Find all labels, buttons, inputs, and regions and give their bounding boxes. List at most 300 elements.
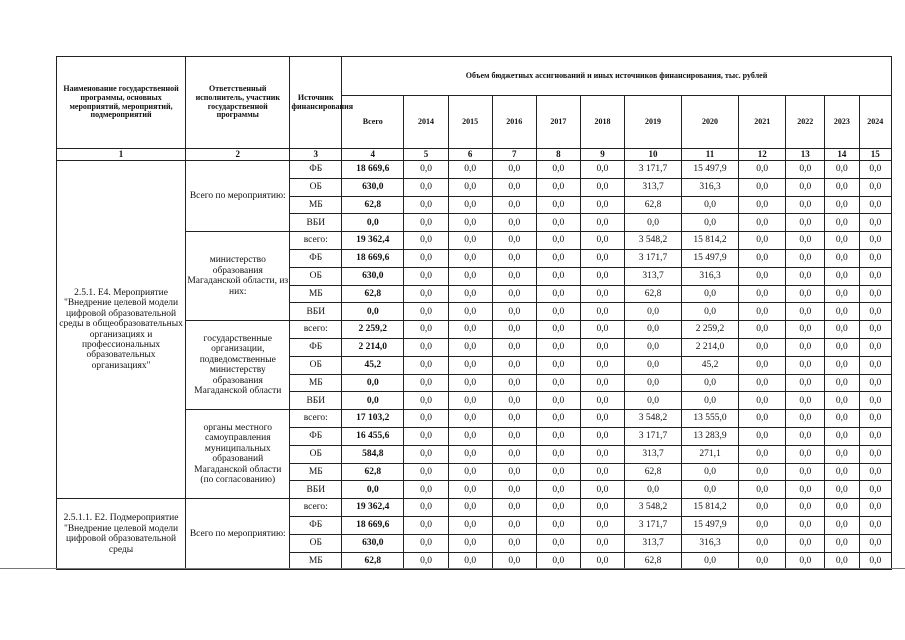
year-value: 0,0 [739,214,786,232]
year-value: 0,0 [536,214,580,232]
year-value: 0,0 [739,232,786,250]
year-value: 316,3 [682,178,739,196]
year-value: 313,7 [625,267,682,285]
year-value: 0,0 [580,285,624,303]
activity-name: 2.5.1.1. Е2. Подмероприятие "Внедрение целевой модели цифровой образовательной среды [57,499,186,570]
year-value: 0,0 [859,374,891,392]
year-value: 0,0 [739,285,786,303]
year-value: 0,0 [580,178,624,196]
year-value: 0,0 [492,214,536,232]
year-value: 0,0 [859,249,891,267]
year-value: 0,0 [859,267,891,285]
year-value: 0,0 [786,552,825,570]
year-value: 0,0 [580,321,624,339]
funding-source: всего: [290,232,342,250]
year-value: 3 548,2 [625,410,682,428]
year-value: 0,0 [739,321,786,339]
year-value: 0,0 [825,463,859,481]
year-value: 2 259,2 [682,321,739,339]
column-number: 8 [536,149,580,161]
year-value: 0,0 [580,214,624,232]
year-value: 0,0 [786,196,825,214]
year-value: 0,0 [404,516,448,534]
funding-source: ОБ [290,356,342,374]
year-value: 0,0 [448,445,492,463]
year-value: 0,0 [536,499,580,517]
year-value: 3 548,2 [625,499,682,517]
year-value: 0,0 [625,481,682,499]
total-value: 62,8 [342,463,404,481]
year-value: 0,0 [825,178,859,196]
year-value: 0,0 [536,445,580,463]
year-value: 313,7 [625,445,682,463]
year-value: 0,0 [786,161,825,179]
year-value: 0,0 [739,356,786,374]
page-bottom-line [0,568,905,569]
executor-name: Всего по мероприятию: [186,499,290,570]
year-value: 0,0 [859,516,891,534]
year-value: 0,0 [492,303,536,321]
header-year: 2019 [625,96,682,149]
year-value: 0,0 [492,249,536,267]
year-value: 0,0 [492,196,536,214]
year-value: 0,0 [448,552,492,570]
total-value: 630,0 [342,178,404,196]
year-value: 15 497,9 [682,516,739,534]
year-value: 0,0 [786,356,825,374]
year-value: 0,0 [404,445,448,463]
year-value: 3 171,7 [625,249,682,267]
year-value: 0,0 [859,356,891,374]
year-value: 0,0 [536,534,580,552]
executor-name: органы местного самоуправления муниципальных образований Магаданской области (по согласованию) [186,410,290,499]
year-value: 0,0 [448,214,492,232]
year-value: 0,0 [580,481,624,499]
column-number: 10 [625,149,682,161]
year-value: 0,0 [682,303,739,321]
total-value: 0,0 [342,481,404,499]
year-value: 0,0 [492,534,536,552]
funding-source: МБ [290,196,342,214]
year-value: 62,8 [625,285,682,303]
year-value: 0,0 [536,267,580,285]
year-value: 0,0 [825,445,859,463]
total-value: 584,8 [342,445,404,463]
total-value: 0,0 [342,392,404,410]
year-value: 0,0 [536,321,580,339]
year-value: 0,0 [492,178,536,196]
year-value: 0,0 [536,410,580,428]
year-value: 0,0 [825,303,859,321]
year-value: 0,0 [404,356,448,374]
column-number: 4 [342,149,404,161]
year-value: 0,0 [682,463,739,481]
funding-source: ВБИ [290,303,342,321]
year-value: 0,0 [536,427,580,445]
year-value: 0,0 [825,534,859,552]
year-value: 0,0 [536,232,580,250]
header-year: 2015 [448,96,492,149]
year-value: 0,0 [536,374,580,392]
funding-source: МБ [290,552,342,570]
year-value: 0,0 [404,196,448,214]
year-value: 0,0 [492,481,536,499]
column-number: 3 [290,149,342,161]
year-value: 0,0 [786,427,825,445]
year-value: 0,0 [739,445,786,463]
year-value: 313,7 [625,534,682,552]
year-value: 0,0 [404,463,448,481]
column-number: 1 [57,149,186,161]
year-value: 0,0 [404,214,448,232]
year-value: 0,0 [682,392,739,410]
year-value: 0,0 [739,267,786,285]
year-value: 0,0 [825,427,859,445]
column-number: 15 [859,149,891,161]
year-value: 0,0 [536,303,580,321]
year-value: 0,0 [825,249,859,267]
year-value: 0,0 [739,178,786,196]
header-year: 2016 [492,96,536,149]
budget-table [56,56,892,570]
year-value: 0,0 [825,516,859,534]
year-value: 2 214,0 [682,338,739,356]
year-value: 0,0 [825,338,859,356]
year-value: 0,0 [859,285,891,303]
total-value: 18 669,6 [342,161,404,179]
year-value: 62,8 [625,463,682,481]
header-year: 2022 [786,96,825,149]
funding-source: ВБИ [290,392,342,410]
year-value: 0,0 [739,392,786,410]
year-value: 0,0 [448,338,492,356]
total-value: 630,0 [342,267,404,285]
year-value: 0,0 [404,374,448,392]
funding-source: ВБИ [290,481,342,499]
executor-name: государственные организации, подведомственные министерству образования Магаданской области [186,321,290,410]
year-value: 0,0 [786,303,825,321]
year-value: 0,0 [859,214,891,232]
year-value: 0,0 [404,267,448,285]
year-value: 0,0 [859,481,891,499]
year-value: 0,0 [448,392,492,410]
year-value: 0,0 [580,427,624,445]
header-year: 2020 [682,96,739,149]
year-value: 0,0 [448,285,492,303]
year-value: 0,0 [580,196,624,214]
activity-name: 2.5.1. Е4. Мероприятие "Внедрение целевой модели цифровой образовательной среды в общеобразовательных организациях и профессиональных образовательных организациях" [57,161,186,499]
funding-source: ФБ [290,161,342,179]
year-value: 0,0 [580,303,624,321]
year-value: 0,0 [404,249,448,267]
total-value: 0,0 [342,303,404,321]
year-value: 0,0 [536,249,580,267]
year-value: 0,0 [448,249,492,267]
year-value: 0,0 [580,392,624,410]
year-value: 0,0 [739,516,786,534]
header-executor: Ответственный исполнитель, участник государственной программы [186,57,290,149]
column-number: 14 [825,149,859,161]
header-volume: Объем бюджетных ассигнований и иных источников финансирования, тыс. рублей [342,57,892,96]
year-value: 0,0 [825,161,859,179]
year-value: 0,0 [739,374,786,392]
year-value: 0,0 [825,321,859,339]
year-value: 0,0 [739,534,786,552]
year-value: 0,0 [625,338,682,356]
year-value: 0,0 [859,232,891,250]
year-value: 15 497,9 [682,161,739,179]
funding-source: МБ [290,285,342,303]
table-row [57,499,892,517]
year-value: 0,0 [739,303,786,321]
year-value: 0,0 [682,481,739,499]
year-value: 15 814,2 [682,232,739,250]
year-value: 0,0 [825,196,859,214]
year-value: 0,0 [786,374,825,392]
year-value: 0,0 [536,356,580,374]
year-value: 0,0 [786,249,825,267]
year-value: 0,0 [492,321,536,339]
year-value: 0,0 [536,516,580,534]
funding-source: МБ [290,374,342,392]
year-value: 0,0 [448,196,492,214]
year-value: 0,0 [739,249,786,267]
year-value: 0,0 [859,196,891,214]
total-value: 62,8 [342,285,404,303]
column-number: 12 [739,149,786,161]
year-value: 45,2 [682,356,739,374]
year-value: 0,0 [580,499,624,517]
year-value: 0,0 [682,374,739,392]
year-value: 0,0 [625,356,682,374]
year-value: 0,0 [625,392,682,410]
year-value: 0,0 [448,499,492,517]
year-value: 0,0 [492,285,536,303]
year-value: 0,0 [859,178,891,196]
total-value: 19 362,4 [342,232,404,250]
funding-source: МБ [290,463,342,481]
total-value: 0,0 [342,374,404,392]
header-year: 2023 [825,96,859,149]
year-value: 0,0 [404,303,448,321]
year-value: 0,0 [492,267,536,285]
year-value: 0,0 [448,481,492,499]
year-value: 0,0 [536,463,580,481]
year-value: 0,0 [404,161,448,179]
year-value: 0,0 [825,481,859,499]
year-value: 0,0 [404,285,448,303]
year-value: 0,0 [682,196,739,214]
year-value: 0,0 [580,356,624,374]
year-value: 0,0 [448,374,492,392]
year-value: 13 555,0 [682,410,739,428]
year-value: 3 171,7 [625,516,682,534]
year-value: 0,0 [580,410,624,428]
year-value: 0,0 [625,321,682,339]
year-value: 0,0 [786,481,825,499]
year-value: 0,0 [859,427,891,445]
year-value: 0,0 [492,445,536,463]
year-value: 0,0 [448,232,492,250]
year-value: 0,0 [786,338,825,356]
total-value: 45,2 [342,356,404,374]
year-value: 0,0 [492,392,536,410]
year-value: 0,0 [825,356,859,374]
column-number: 5 [404,149,448,161]
column-number: 2 [186,149,290,161]
year-value: 3 171,7 [625,427,682,445]
funding-source: всего: [290,410,342,428]
total-value: 2 259,2 [342,321,404,339]
year-value: 0,0 [682,552,739,570]
year-value: 0,0 [448,463,492,481]
header-source: Источник финансирования [290,57,342,149]
year-value: 0,0 [492,356,536,374]
table-row [57,161,892,179]
year-value: 0,0 [404,392,448,410]
year-value: 0,0 [492,232,536,250]
year-value: 0,0 [859,445,891,463]
year-value: 0,0 [786,410,825,428]
year-value: 0,0 [682,214,739,232]
funding-source: ОБ [290,267,342,285]
executor-name: министерство образования Магаданской области, из них: [186,232,290,321]
year-value: 0,0 [580,552,624,570]
executor-name: Всего по мероприятию: [186,161,290,232]
year-value: 316,3 [682,267,739,285]
funding-source: ФБ [290,338,342,356]
year-value: 0,0 [786,321,825,339]
year-value: 0,0 [859,303,891,321]
year-value: 0,0 [859,321,891,339]
year-value: 0,0 [492,374,536,392]
year-value: 0,0 [536,196,580,214]
year-value: 0,0 [786,534,825,552]
year-value: 0,0 [825,499,859,517]
year-value: 15 497,9 [682,249,739,267]
funding-source: ОБ [290,178,342,196]
total-value: 62,8 [342,552,404,570]
total-value: 18 669,6 [342,516,404,534]
year-value: 0,0 [739,427,786,445]
year-value: 0,0 [625,214,682,232]
year-value: 0,0 [786,267,825,285]
year-value: 0,0 [825,232,859,250]
year-value: 0,0 [492,552,536,570]
funding-source: всего: [290,321,342,339]
total-value: 16 455,6 [342,427,404,445]
header-year: 2018 [580,96,624,149]
year-value: 0,0 [859,161,891,179]
header-name: Наименование государственной программы, основных мероприятий, мероприятий, подмероприятий [57,57,186,149]
year-value: 0,0 [580,232,624,250]
year-value: 0,0 [580,516,624,534]
year-value: 0,0 [825,374,859,392]
header-year: 2024 [859,96,891,149]
year-value: 0,0 [492,427,536,445]
year-value: 3 548,2 [625,232,682,250]
year-value: 0,0 [492,463,536,481]
year-value: 0,0 [580,534,624,552]
year-value: 0,0 [536,392,580,410]
year-value: 0,0 [786,516,825,534]
year-value: 0,0 [404,481,448,499]
column-number: 6 [448,149,492,161]
year-value: 0,0 [580,374,624,392]
header-year: 2014 [404,96,448,149]
header-year: 2021 [739,96,786,149]
header-year: 2017 [536,96,580,149]
year-value: 0,0 [580,338,624,356]
year-value: 0,0 [859,552,891,570]
year-value: 0,0 [739,463,786,481]
year-value: 0,0 [580,267,624,285]
year-value: 0,0 [536,481,580,499]
year-value: 0,0 [739,552,786,570]
year-value: 0,0 [448,161,492,179]
year-value: 0,0 [825,410,859,428]
year-value: 0,0 [492,499,536,517]
year-value: 0,0 [786,214,825,232]
year-value: 0,0 [786,178,825,196]
funding-source: ФБ [290,427,342,445]
year-value: 0,0 [739,410,786,428]
total-value: 62,8 [342,196,404,214]
column-number: 7 [492,149,536,161]
year-value: 0,0 [739,481,786,499]
year-value: 0,0 [786,499,825,517]
year-value: 0,0 [825,214,859,232]
header-year: Всего [342,96,404,149]
year-value: 0,0 [825,285,859,303]
year-value: 62,8 [625,196,682,214]
year-value: 0,0 [739,499,786,517]
year-value: 0,0 [536,338,580,356]
year-value: 0,0 [448,410,492,428]
year-value: 0,0 [448,267,492,285]
year-value: 0,0 [859,534,891,552]
year-value: 0,0 [580,249,624,267]
year-value: 3 171,7 [625,161,682,179]
year-value: 0,0 [404,232,448,250]
total-value: 19 362,4 [342,499,404,517]
year-value: 13 283,9 [682,427,739,445]
year-value: 0,0 [404,534,448,552]
budget-table-sheet [56,56,892,570]
funding-source: всего: [290,499,342,517]
year-value: 0,0 [492,516,536,534]
total-value: 630,0 [342,534,404,552]
year-value: 0,0 [404,410,448,428]
funding-source: ФБ [290,249,342,267]
total-value: 0,0 [342,214,404,232]
year-value: 271,1 [682,445,739,463]
year-value: 0,0 [448,303,492,321]
year-value: 62,8 [625,552,682,570]
year-value: 0,0 [682,285,739,303]
year-value: 0,0 [536,552,580,570]
year-value: 0,0 [492,161,536,179]
year-value: 0,0 [536,285,580,303]
year-value: 0,0 [786,232,825,250]
year-value: 0,0 [536,161,580,179]
year-value: 0,0 [825,267,859,285]
year-value: 0,0 [786,285,825,303]
funding-source: ФБ [290,516,342,534]
year-value: 0,0 [825,552,859,570]
year-value: 0,0 [404,499,448,517]
year-value: 0,0 [404,338,448,356]
